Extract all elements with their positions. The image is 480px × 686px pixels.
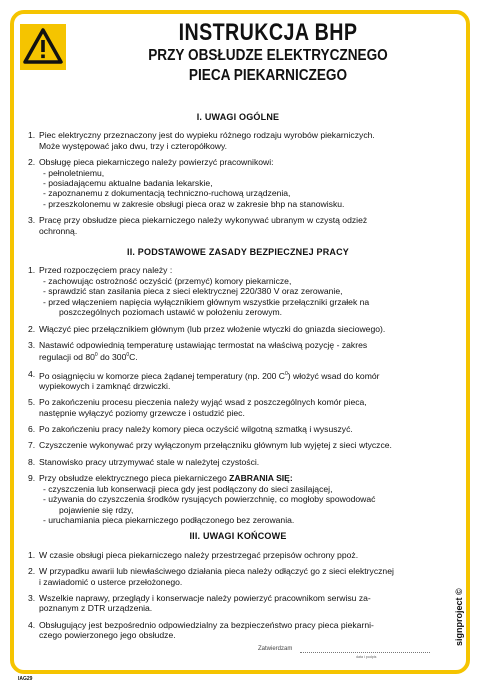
section-heading-3: III. UWAGI KOŃCOWE [189,531,287,542]
list-item: 2. W przypadku awarii lub niewłaściwego działania pieca należy odłączyć go z sieci elektrycznej i zawiadomić o usterce przełożonego. [28,566,394,587]
warning-triangle-icon [20,24,66,70]
title-line-2: PRZY OBSŁUDZE ELEKTRYCZNEGO [148,47,388,64]
instruction-body [28,112,448,647]
product-code: IAG29 [18,676,33,682]
list-item: 5. Po zakończeniu procesu pieczenia należy wyjąć wsad z poszczególnych komór pieca, następnie wyłączyć poziomy grzewcze i ostudzić piec. [28,397,367,418]
document-title [78,20,458,86]
title-line-3: PIECA PIEKARNICZEGO [188,67,348,84]
approval-label: Zatwierdzam [258,646,293,652]
title-line-1: INSTRUKCJA BHP [178,19,358,46]
list-item: 9. Przy obsłudze elektrycznego pieca piekarniczego ZABRANIA SIĘ: - czyszczenia lub konserwacji pieca gdy jest podłączony do sieci zasilającej, - używania do czyszczenia środków rysujących powierzchnię, co mogłoby spowodować pojawienie się rdzy, - uruchamiania pieca piekarniczego podłączonego bez zerowania. [28,473,376,525]
list-item: 3. Nastawić odpowiednią temperaturę ustawiając termostat na właściwą pozycję - zakres regulacji od $80^0$ do $300^0C$. [28,339,368,363]
signature-line [300,652,430,653]
signature-caption: data i podpis [356,655,377,659]
list-item: 6. Po zakończeniu pracy należy komory pieca oczyścić wilgotną szmatką i wysuszyć. [28,424,353,435]
list-item: 1. W czasie obsługi pieca piekarniczego należy przestrzegać przepisów ochrony ppoż. [28,549,359,560]
list-item: 2. Włączyć piec przełącznikiem głównym (lub przez włożenie wtyczki do gniazda sieciowego). [28,323,386,334]
list-item: 1. Piec elektryczny przeznaczony jest do wypieku różnego rodzaju wyrobów piekarniczych. Może występować jako dwu, trzy i czteropółkowy. [28,130,375,151]
list-item: 7. Czyszczenie wykonywać przy wyłączonym przełączniku głównym lub wyjętej z sieci wtyczce. [28,440,392,451]
list-item: 3. Wszelkie naprawy, przeglądy i konserwacje należy powierzyć pracownikom serwisu za- poznanym z DTR urządzenia. [28,592,371,614]
section-heading-1: I. UWAGI OGÓLNE [196,112,280,122]
list-item: 4. Obsługujący jest bezpośrednio odpowiedzialny za bezpieczeństwo pracy pieca piekarni- czego powierzonego jego obsłudze. [28,619,374,641]
brand-label: signproject © [454,588,464,646]
list-item: 1. Przed rozpoczęciem pracy należy : - zachowując ostrożność oczyścić (przemyć) komory piekarnicze, - sprawdzić stan zasilania pieca z sieci elektrycznej 220/380 V oraz zerowanie, - przed włączeniem napięcia wyłącznikiem głównym wszystkie przełączniki grzałek na poszczególnych poziomach ustawić w położeniu zerowym. [28,265,370,318]
list-item: 8. Stanowisko pracy utrzymywać stale w należytej czystości. [28,456,260,467]
list-item: 3. Pracę przy obsłudze pieca piekarniczego należy wykonywać ubranym w czystą odzież ochronną. [28,215,368,236]
list-item: 2. Obsługę pieca piekarniczego należy powierzyć pracownikowi: - pełnoletniemu, - posiadającemu aktualne badania lekarskie, - zapoznanemu z dokumentacją techniczno-ruchową urządzenia, - przeszkolonemu w zakresie obsługi pieca oraz w zakresie bhp na stanowisku. [28,157,345,209]
list-item: 4. Po osiągnięciu w komorze pieca żądanej temperatury (np. 200 $C^0$) włożyć wsad do komór wypiekowych i zamknąć drzwiczki. [28,368,380,391]
section-heading-2: II. PODSTAWOWE ZASADY BEZPIECZNEJ PRACY [127,247,349,258]
